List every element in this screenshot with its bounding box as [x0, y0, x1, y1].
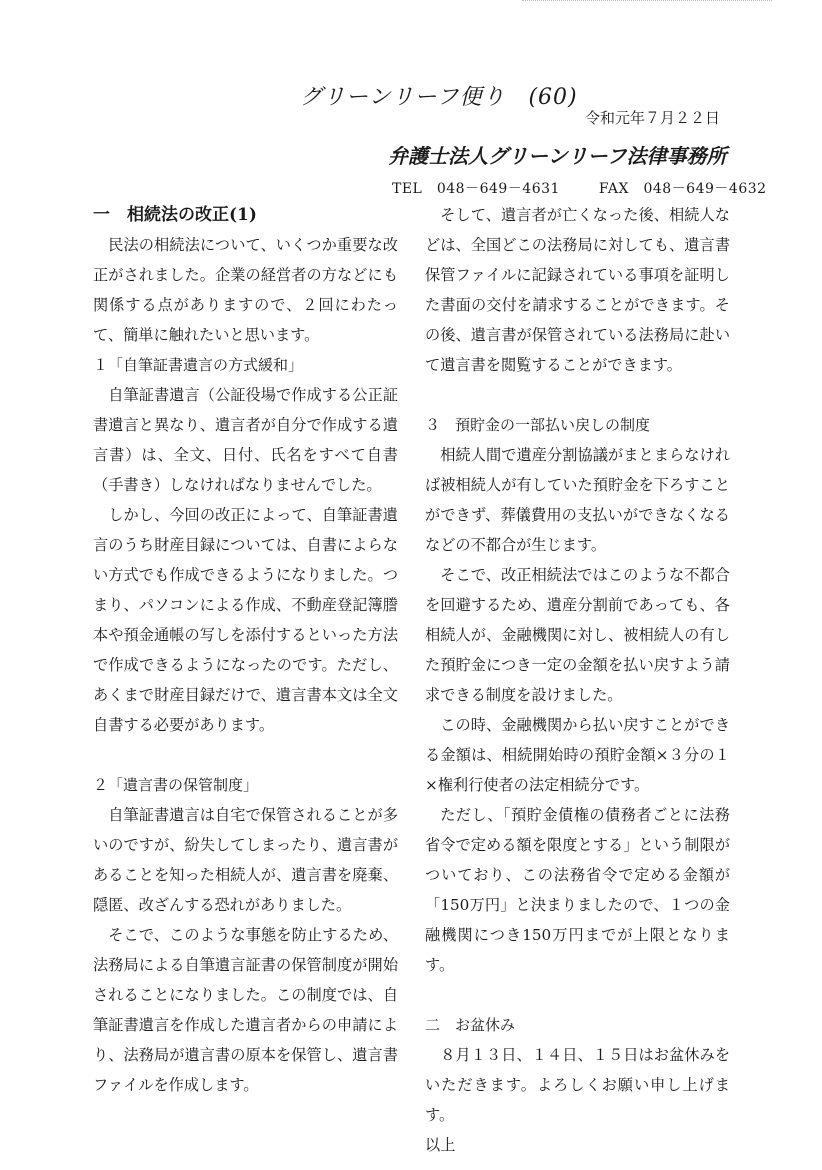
section-heading-inheritance: 一 相続法の改正(1) — [93, 205, 257, 225]
newsletter-title: グリーンリーフ便り (60) — [300, 85, 578, 110]
paragraph-deposit-3: この時、金融機関から払い戻すことができる金額は、相続開始時の預貯金額×３分の１×権利行使者の法定相続分です。 — [425, 716, 730, 794]
fax-number: FAX 048－649－4632 — [598, 181, 767, 197]
closing-mark: 以上 — [425, 1136, 456, 1154]
paragraph-holographic-2: しかし、今回の改正によって、自筆証書遺言のうち財産目録については、自書によらない方式でも作成できるようになりました。つまり、パソコンによる作成、不動産登記簿謄本や預金通帳の写しを添付するといった方法で作成できるようになったのです。ただし、あくまで財産目録だけで、遺言書本文は全文自書する必要があります。 — [93, 506, 398, 734]
firm-name: 弁護士法人グリーンリーフ法律事務所 — [388, 144, 727, 168]
paragraph-custody-3: そして、遺言者が亡くなった後、相続人などは、全国どこの法務局に対しても、遺言書保管ファイルに記録されている事項を証明した書面の交付を請求することができます。その後、遺言書が保管されている法務局に赴いて遺言書を閲覧することができます。 — [425, 206, 731, 374]
spacer — [425, 380, 730, 410]
subheading-deposit-refund: ３ 預貯金の一部払い戻しの制度 — [425, 416, 651, 434]
paragraph-intro: 民法の相続法について、いくつか重要な改正がされました。企業の経営者の方などにも関係する点がありますので、２回にわたって、簡単に触れたいと思います。 — [93, 236, 398, 344]
left-column — [93, 200, 398, 1100]
paragraph-deposit-2: そこで、改正相続法ではこのような不都合を回避するため、遺産分割前であっても、各相続人が、金融機関に対し、被相続人の有した預貯金につき一定の金額を払い戻すよう請求できる制度を設けました。 — [425, 566, 731, 704]
phone-number: TEL 048－649－4631 — [392, 181, 560, 197]
subheading-will-custody: ２「遺言書の保管制度」 — [93, 776, 259, 794]
paragraph-custody-2: そこで、このような事態を防止するため、法務局による自筆遺言証書の保管制度が開始されることになりました。この制度では、自筆証書遺言を作成した遺言者からの申請により、法務局が遺言書の原本を保管し、遺言書ファイルを作成します。 — [93, 926, 399, 1094]
paragraph-custody-1: 自筆証書遺言は自宅で保管されることが多いのですが、紛失してしまったり、遺言書があることを知った相続人が、遺言書を廃棄、隠匿、改ざんする恐れがありました。 — [93, 806, 398, 914]
paragraph-deposit-1: 相続人間で遺産分割協議がまとまらなければ被相続人が有していた預貯金を下ろすことができず、葬儀費用の支払いができなくなるなどの不都合が生じます。 — [425, 446, 730, 554]
spacer — [425, 980, 730, 1010]
scan-artifact — [522, 0, 772, 4]
subheading-holographic-will: １「自筆証書遺言の方式緩和」 — [93, 356, 304, 374]
right-column — [425, 200, 730, 1160]
issue-date: 令和元年７月２２日 — [584, 109, 720, 127]
paragraph-deposit-4: ただし、「預貯金債権の債務者ごとに法務省令で定める額を限度とする」という制限がついており、この法務省令で定める金額が「150万円」と決まりましたので、１つの金融機関につき150万円までが上限となります。 — [425, 806, 730, 974]
section-heading-obon: 二 お盆休み — [425, 1016, 516, 1034]
paragraph-holographic-1: 自筆証書遺言（公証役場で作成する公正証書遺言と異なり、遺言者が自分で作成する遺言書）は、全文、日付、氏名をすべて自書（手書き）しなければなりませんでした。 — [93, 386, 398, 494]
contact-line — [392, 178, 801, 198]
spacer — [93, 740, 398, 770]
paragraph-obon: ８月１３日、１４日、１５日はお盆休みをいただきます。よろしくお願い申し上げます。 — [425, 1046, 730, 1124]
